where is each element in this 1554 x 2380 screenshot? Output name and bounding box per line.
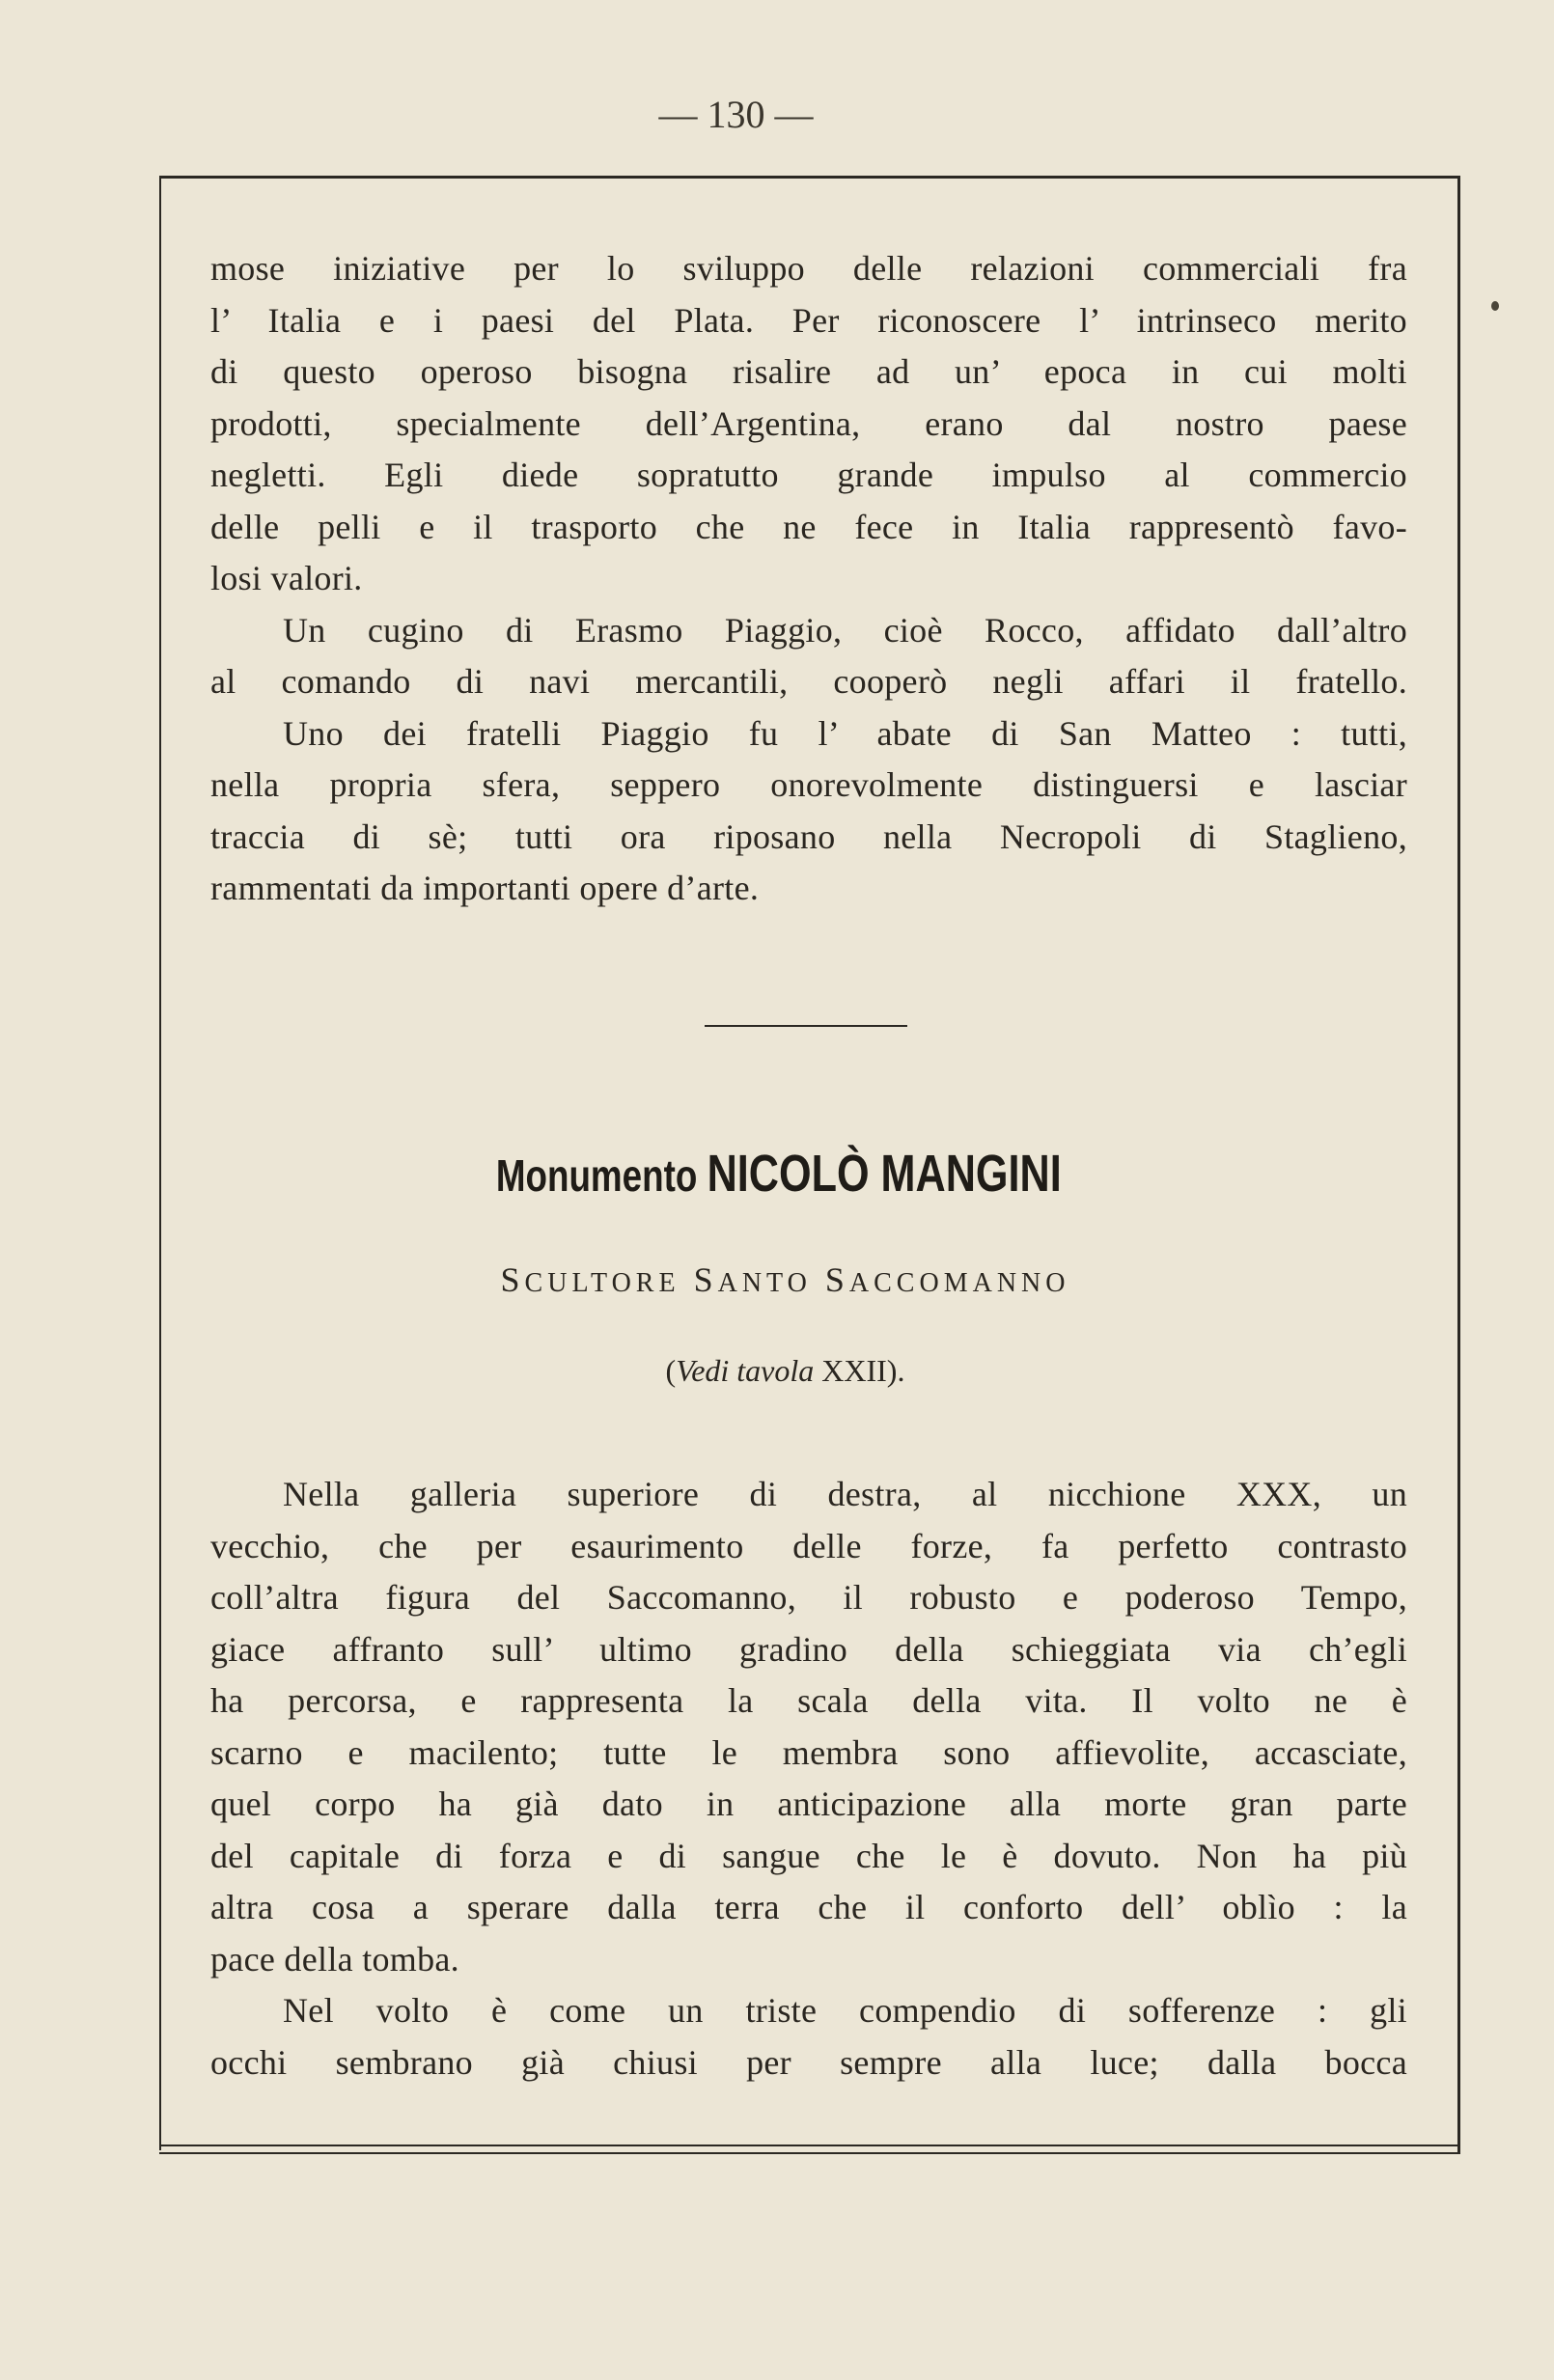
section-divider [705, 1025, 907, 1027]
paragraph-block-1 [210, 243, 1407, 915]
text-line: Nel volto è come un triste compendio di sofferenze : gli [283, 1991, 1407, 2030]
heading-name: NICOLÒ MANGINI [707, 1145, 1062, 1203]
subheading-s3: S [693, 1260, 718, 1299]
frame-bottom-rule [159, 2145, 1460, 2154]
text-line: coll’altra figura del Saccomanno, il robusto e poderoso Tempo, [210, 1578, 1407, 1617]
subheading-s2: CULTORE [524, 1268, 680, 1298]
text-line: al comando di navi mercantili, cooperò negli affari il fratello. [210, 662, 1407, 701]
text-line: scarno e macilento; tutte le membra sono affievolite, accasciate, [210, 1732, 1407, 1772]
subheading-s1: S [500, 1260, 525, 1299]
plate-ref-close: XXII). [814, 1353, 905, 1388]
subheading-s5: S [824, 1260, 849, 1299]
text-line: pace della tomba. [210, 1939, 459, 1979]
text-line: quel corpo ha già dato in anticipazione alla morte gran parte [210, 1785, 1407, 1823]
text-line: di questo operoso bisogna risalire ad un’ epoca in cui molti [210, 352, 1407, 391]
text-line: nella propria sfera, seppero onorevolmente distinguersi e lasciar [210, 765, 1407, 804]
plate-ref-open: ( [665, 1353, 677, 1388]
text-line: prodotti, specialmente dell’Argentina, erano dal nostro paese [210, 403, 1407, 443]
text-line: Nella galleria superiore di destra, al nicchione XXX, un [283, 1475, 1407, 1513]
text-line: delle pelli e il trasporto che ne fece in Italia rappresentò favo- [210, 507, 1407, 546]
section-heading [157, 1144, 1401, 1204]
text-line: Uno dei fratelli Piaggio fu l’ abate di San Matteo : tutti, [283, 713, 1407, 753]
text-line: occhi sembrano già chiusi per sempre alla luce; dalla bocca [210, 2042, 1407, 2082]
text-line: rammentati da importanti opere d’arte. [210, 869, 760, 907]
text-line: negletti. Egli diede sopratutto grande impulso al commercio [210, 456, 1407, 494]
subheading-s6: ACCOMANNO [848, 1268, 1070, 1298]
text-line: altra cosa a sperare dalla terra che il conforto dell’ oblìo : la [210, 1888, 1407, 1926]
paragraph-block-2 [210, 1469, 1407, 2089]
text-line: mose iniziative per lo sviluppo delle relazioni commerciali fra [210, 249, 1407, 288]
text-line: l’ Italia e i paesi del Plata. Per riconoscere l’ intrinseco merito [210, 300, 1407, 340]
text-line: vecchio, che per esaurimento delle forze, fa perfetto contrasto [210, 1526, 1407, 1565]
margin-mark [1491, 301, 1499, 311]
text-line: losi valori. [210, 559, 363, 597]
text-line: Un cugino di Erasmo Piaggio, cioè Rocco, affidato dall’altro [283, 610, 1407, 650]
page-number: — 130 — [658, 93, 814, 136]
plate-reference [0, 1353, 1554, 1389]
text-line: giace affranto sull’ ultimo gradino della schieggiata via ch’egli [210, 1629, 1407, 1669]
section-subheading [0, 1259, 1554, 1300]
text-line: traccia di sè; tutti ora riposano nella Necropoli di Staglieno, [210, 816, 1407, 856]
heading-prefix: Monumento [495, 1150, 698, 1201]
text-line: del capitale di forza e di sangue che le è dovuto. Non ha più [210, 1836, 1407, 1875]
subheading-s4: ANTO [717, 1268, 812, 1298]
text-line: ha percorsa, e rappresenta la scala della vita. Il volto ne è [210, 1681, 1407, 1720]
plate-ref-italic: Vedi tavola [676, 1353, 815, 1388]
